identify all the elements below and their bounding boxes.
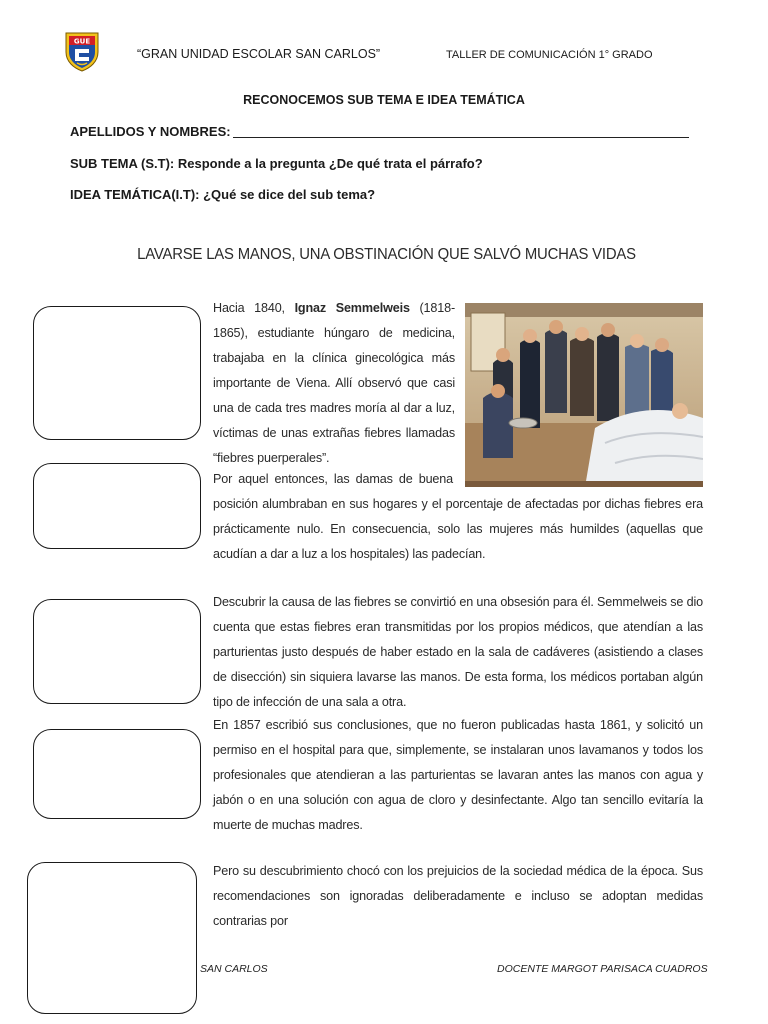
answer-box-2[interactable] xyxy=(33,463,201,549)
paragraph-1: Hacia 1840, Ignaz Semmelweis (1818-1865), estudiante húngaro de medicina, trabajaba en la clínica ginecológica más importante de Viena. Allí observó que casi una de cada tres madres moría al dar a luz, víctimas de unas extrañas fiebres llamadas “fiebres puerperales”. xyxy=(213,301,455,465)
school-name: “GRAN UNIDAD ESCOLAR SAN CARLOS” xyxy=(137,47,381,61)
school-logo-shield-icon xyxy=(62,30,102,72)
answer-box-4[interactable] xyxy=(33,729,201,819)
answer-box-3[interactable] xyxy=(33,599,201,704)
paragraph-5: Pero su descubrimiento chocó con los prejuicios de la sociedad médica de la época. Sus recomendaciones son ignoradas deliberadamente e incluso se adoptan medidas contrarias por xyxy=(213,864,703,928)
workshop-title: TALLER DE COMUNICACIÓN 1° GRADO xyxy=(446,49,653,61)
semmelweis-name: Ignaz Semmelweis xyxy=(294,301,410,315)
logo-letters: GUE xyxy=(73,37,91,46)
name-field-row xyxy=(70,124,689,139)
idea-tematica-instruction: IDEA TEMÁTICA(I.T): ¿Qué se dice del sub tema? xyxy=(70,187,376,202)
semmelweis-painting-illustration xyxy=(465,303,703,487)
name-label: APELLIDOS Y NOMBRES: xyxy=(70,124,231,139)
answer-box-5[interactable] xyxy=(27,862,197,1014)
answer-box-1[interactable] xyxy=(33,306,201,440)
footer-teacher: DOCENTE MARGOT PARISACA CUADROS xyxy=(497,963,708,975)
name-blank-line[interactable] xyxy=(233,136,689,138)
article-title: LAVARSE LAS MANOS, UNA OBSTINACIÓN QUE SALVÓ MUCHAS VIDAS xyxy=(137,246,636,263)
paragraph-2: Por aquel entonces, las damas de buena posición alumbraban en sus hogares y el porcentaje de afectadas por dichas fiebres era prácticamente nulo. En consecuencia, solo las mujeres más humildes (aquellas que acudían a dar a luz a los hospitales) las padecían. xyxy=(213,472,703,561)
paragraph-4: En 1857 escribió sus conclusiones, que no fueron publicadas hasta 1861, y solicitó un permiso en el hospital para que, simplemente, se instalaran unos lavamanos y todos los profesionales que atendieran a las parturientas se lavaran antes las manos con agua y jabón o en una solución con agua de cloro y desinfectante. Algo tan sencillo evitaría la muerte de muchas madres. xyxy=(213,718,703,832)
worksheet-title: RECONOCEMOS SUB TEMA E IDEA TEMÁTICA xyxy=(243,93,525,107)
subtema-instruction: SUB TEMA (S.T): Responde a la pregunta ¿De qué trata el párrafo? xyxy=(70,156,483,171)
paragraph-3: Descubrir la causa de las fiebres se convirtió en una obsesión para él. Semmelweis se dio cuenta que estas fiebres eran transmitidas por los propios médicos, que atendían a las parturientas justo después de haber estado en la sala de cadáveres (asistiendo a clases de disección) sin siquiera lavarse las manos. De esta forma, los médicos portaban algún tipo de infección de una sala a otra. xyxy=(213,595,703,709)
footer-school: SAN CARLOS xyxy=(200,963,268,975)
